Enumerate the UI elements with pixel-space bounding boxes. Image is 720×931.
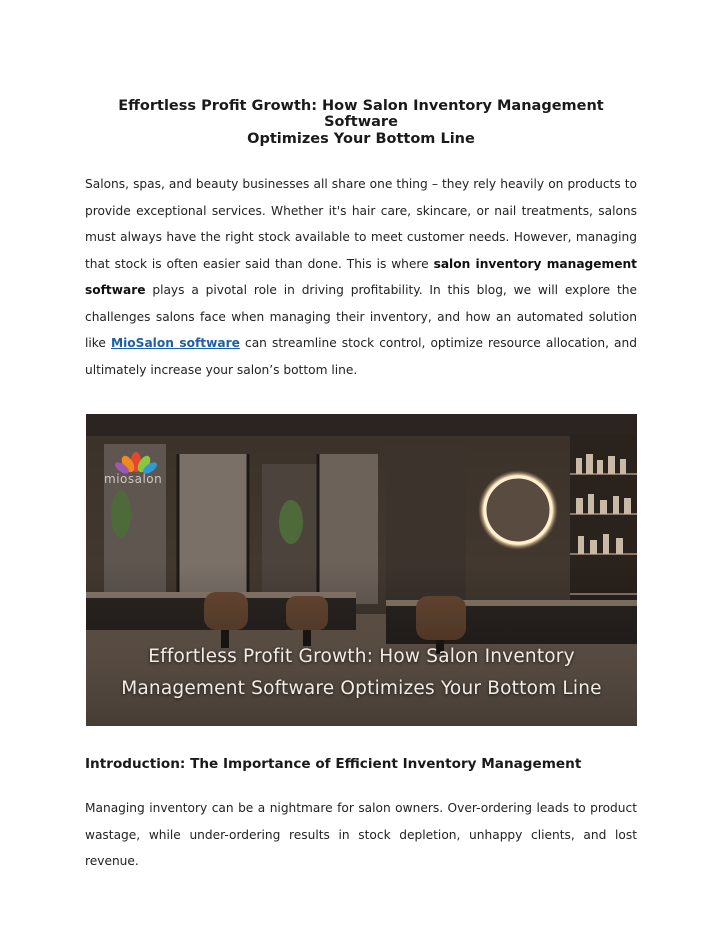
article-title-line1: Effortless Profit Growth: How Salon Inventory Management Software (118, 98, 604, 130)
hero-caption-line1: Effortless Profit Growth: How Salon Inventory (148, 646, 575, 667)
miosalon-software-link[interactable]: MioSalon software (111, 336, 240, 350)
intro-text-part3: can streamline stock control, optimize resource allocation, and ultimately increase your salon’s bottom line. (85, 336, 637, 377)
intro-text-part2: plays a pivotal role in driving profitability. In this blog, we will explore the challenges salons face when managing their inventory, and how an automated solution like (85, 283, 637, 350)
miosalon-logo-text: miosalon (104, 472, 163, 486)
intro-text-part1: Salons, spas, and beauty businesses all share one thing – they rely heavily on products to provide exceptional services. Whether it's hair care, skincare, or nail treatments, salons must always have the right stock available to meet customer needs. However, managing that stock is often easier said than done. This is where (85, 177, 637, 271)
section-paragraph: Managing inventory can be a nightmare for salon owners. Over-ordering leads to product wastage, while under-ordering results in stock depletion, unhappy clients, and lost revenue. (85, 801, 637, 868)
article-title-line2: Optimizes Your Bottom Line (247, 131, 475, 147)
intro-bold-keyword: salon inventory management software (85, 256, 637, 297)
section-heading: Introduction: The Importance of Efficient Inventory Management (85, 756, 582, 772)
hero-caption-line2: Management Software Optimizes Your Bottom Line (121, 678, 602, 699)
intro-paragraph (85, 171, 637, 383)
hero-image (86, 414, 637, 726)
